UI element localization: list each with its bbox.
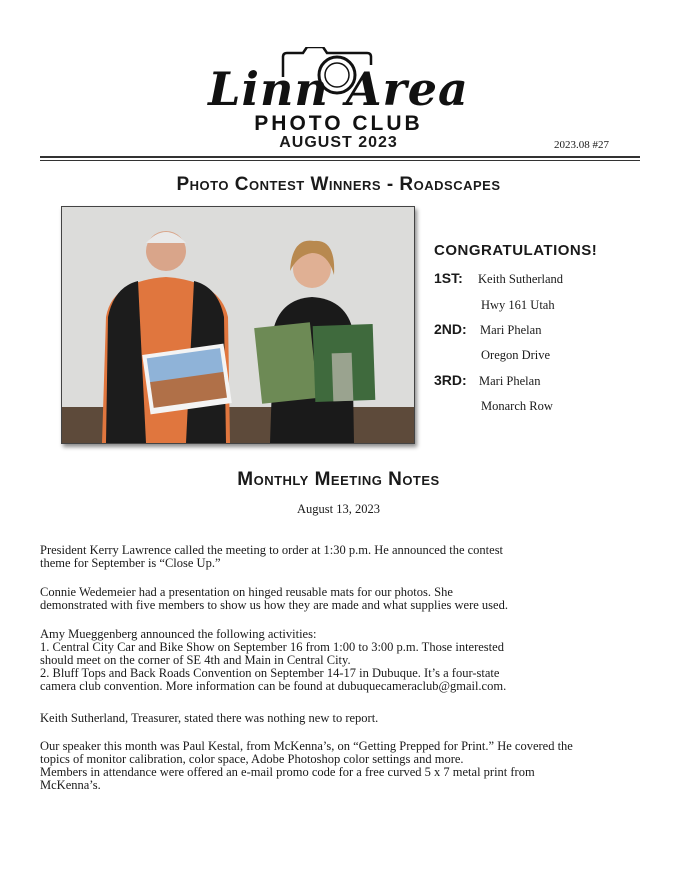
meeting-paragraph: President Kerry Lawrence called the meeting to order at 1:30 p.m. He announced the contest theme for September is “Close Up.” (40, 543, 504, 570)
congratulations-heading: CONGRATULATIONS! (434, 242, 598, 259)
meeting-notes-title: Monthly Meeting Notes (237, 469, 440, 490)
winner-photo-title: Hwy 161 Utah (481, 298, 555, 312)
header-rule (40, 160, 640, 161)
place-label: 2ND: (434, 321, 467, 337)
winner-place-second (434, 321, 467, 339)
header-rule (40, 156, 640, 158)
club-logo-title: Linn Area (208, 62, 469, 116)
winners-photo-illustration (62, 207, 414, 443)
winner-photo-title: Oregon Drive (481, 348, 551, 362)
club-logo-subtitle: PHOTO CLUB (254, 112, 423, 135)
meeting-paragraph: Our speaker this month was Paul Kestal, from McKenna’s, on “Getting Prepped for Print.” He covered the topics of monitor calibration, color space, Adobe Photoshop color settings and more. Members in attendance were offered an e-mail promo code for a free curved 5 x 7 metal print from McKenna’s. (40, 739, 573, 792)
meeting-paragraph: Amy Mueggenberg announced the following activities: 1. Central City Car and Bike Show on September 16 from 1:00 to 3:00 p.m. Those interested should meet on the corner of SE 4th and Main in Central City. 2. Bluff Tops and Back Roads Convention on September 14-17 in Dubuque. It’s a four-state camera club convention. More information can be found at dubuquecameraclub@gmail.com. (40, 627, 507, 693)
winner-photo-title: Monarch Row (481, 399, 553, 413)
winner-name: Keith Sutherland (478, 272, 564, 286)
winner-place-first (434, 270, 463, 288)
winner-place-third (434, 372, 467, 390)
meeting-paragraph: Keith Sutherland, Treasurer, stated there was nothing new to report. (40, 711, 379, 725)
winners-photo (61, 206, 415, 444)
meeting-paragraph: Connie Wedemeier had a presentation on hinged reusable mats for our photos. She demonstrated with five members to show us how they are made and what supplies were used. (40, 585, 508, 612)
meeting-date: August 13, 2023 (297, 502, 380, 516)
winner-name: Mari Phelan (480, 323, 542, 337)
winner-name: Mari Phelan (479, 374, 541, 388)
issue-number: 2023.08 #27 (554, 139, 609, 151)
contest-title: Photo Contest Winners - Roadscapes (176, 174, 501, 195)
place-label: 3RD: (434, 372, 467, 388)
place-label: 1ST: (434, 270, 463, 286)
issue-date: AUGUST 2023 (279, 134, 398, 151)
